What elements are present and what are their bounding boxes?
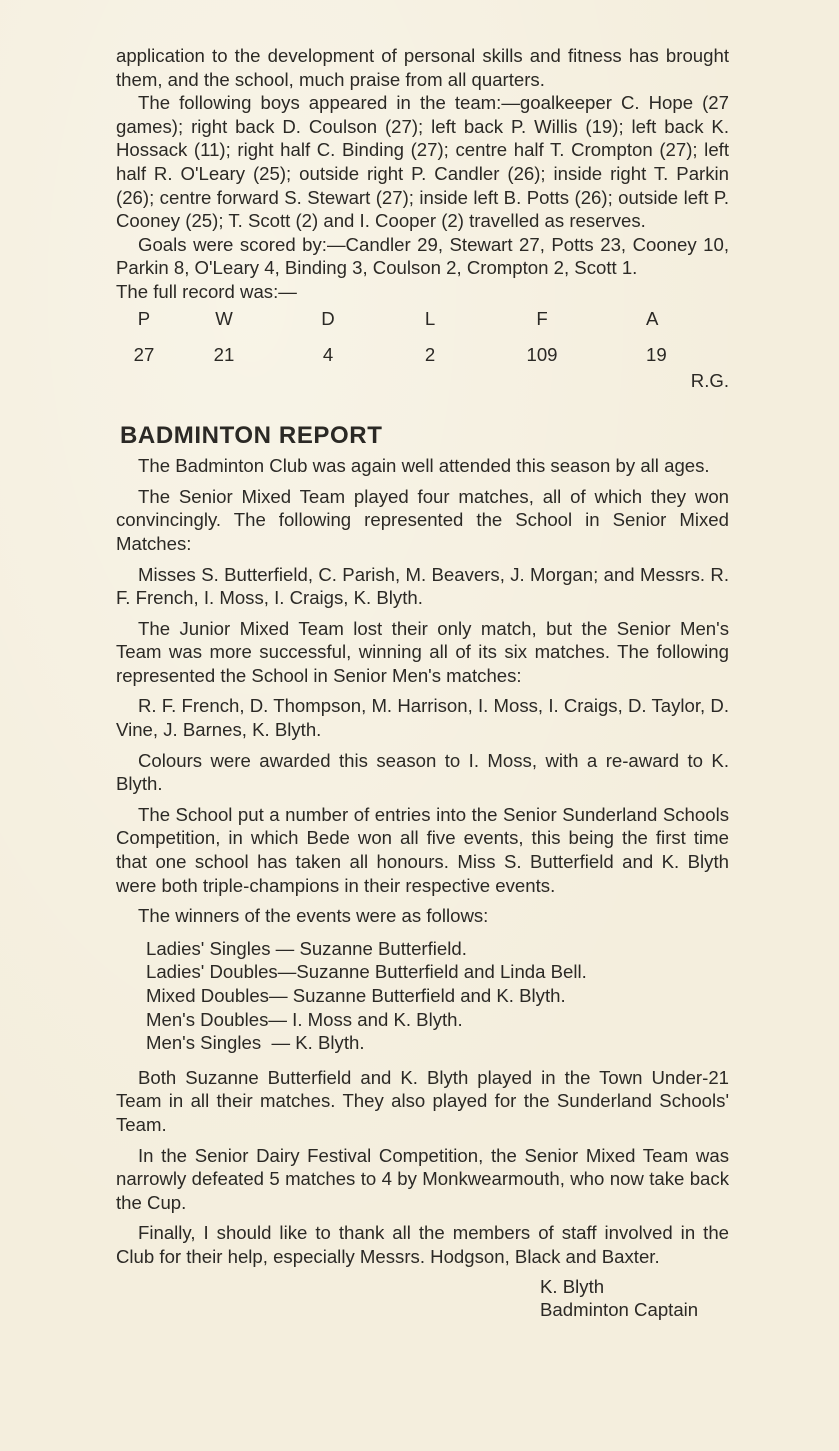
record-value-cell: 19 xyxy=(646,343,667,365)
town-team-paragraph: Both Suzanne Butterfield and K. Blyth played in the Town Under-21 Team in all their matches. They also played for the Sunderland Schools' Team. xyxy=(116,1066,729,1135)
signature-block xyxy=(540,1275,729,1322)
event-winner: Suzanne Butterfield and K. Blyth. xyxy=(292,985,566,1006)
dash-separator: — xyxy=(271,1032,291,1054)
signature-role: Badminton Captain xyxy=(540,1299,699,1321)
football-paragraph-1: application to the development of personal skills and fitness has brought them, and the school, much praise from all quarters. xyxy=(116,45,729,90)
badminton-paragraph-1: The Badminton Club was again well attended this season by all ages. xyxy=(138,455,710,477)
record-header-row xyxy=(116,305,729,333)
record-value-cell: 2 xyxy=(424,343,436,365)
list-item xyxy=(146,960,729,984)
colours-paragraph: Colours were awarded this season to I. Moss, with a re-award to K. Blyth. xyxy=(116,749,729,795)
event-winner: Suzanne Butterfield and Linda Bell. xyxy=(296,961,587,983)
dash-separator: — xyxy=(268,985,288,1006)
record-value-cell: 109 xyxy=(526,343,558,365)
record-value-row xyxy=(116,333,729,369)
thanks-paragraph: Finally, I should like to thank all the members of staff involved in the Club for their help, especially Messrs. Hodgson, Black and Baxter. xyxy=(116,1222,729,1267)
event-winner: Suzanne Butterfield. xyxy=(299,937,467,959)
record-header-cell: F xyxy=(536,307,548,329)
list-item xyxy=(146,1008,729,1032)
badminton-paragraph-2: The Senior Mixed Team played four matches, all of which they won convincingly. The following represented the School in Senior Mixed Matches: xyxy=(116,485,729,554)
dash-separator: — xyxy=(277,961,297,983)
full-record-table xyxy=(116,305,729,369)
football-paragraph-goals: Goals were scored by:—Candler 29, Stewart 27, Potts 23, Cooney 10, Parkin 8, O'Leary 4, Binding 3, Coulson 2, Crompton 2, Scott 1. xyxy=(116,233,729,279)
record-value-cell: 4 xyxy=(322,343,334,365)
record-header-cell: D xyxy=(321,307,335,329)
event-name: Mixed Doubles xyxy=(146,985,269,1006)
record-intro: The full record was:— xyxy=(116,280,297,302)
dairy-festival-paragraph: In the Senior Dairy Festival Competition, the Senior Mixed Team was narrowly defeated 5 matches to 4 by Monkwearmouth, who now take back the Cup. xyxy=(116,1144,729,1213)
event-name: Men's Singles xyxy=(146,1032,262,1054)
football-paragraph-team: The following boys appeared in the team:—goalkeeper C. Hope (27 games); right back D. Coulson (27); left back P. Willis (19); left back K. Hossack (11); right half C. Binding (27); centre half T. Crompton (27); left half R. O'Leary (25); outside right P. Candler (26); inside right T. Parkin (26); centre forward S. Stewart (27); inside left B. Potts (26); outside left P. Cooney (25); T. Scott (2) and I. Cooper (2) travelled as reserves. xyxy=(116,92,729,232)
event-name: Ladies' Doubles xyxy=(146,961,278,983)
senior-mixed-members: Misses S. Butterfield, C. Parish, M. Beavers, J. Morgan; and Messrs. R. F. French, I. Moss, I. Craigs, K. Blyth. xyxy=(116,563,729,609)
record-header-cell: P xyxy=(137,307,151,329)
senior-men-members: R. F. French, D. Thompson, M. Harrison, I. Moss, I. Craigs, D. Taylor, D. Vine, J. Barnes, K. Blyth. xyxy=(116,695,729,741)
event-name: Ladies' Singles xyxy=(146,937,271,959)
record-header-cell: L xyxy=(424,307,436,329)
winners-intro: The winners of the events were as follows: xyxy=(138,905,489,927)
record-header-cell: W xyxy=(215,307,233,329)
list-item xyxy=(146,984,729,1008)
record-header-cell: A xyxy=(646,307,659,329)
winners-list xyxy=(116,937,729,1055)
event-name: Men's Doubles xyxy=(146,1008,269,1030)
event-winner: I. Moss and K. Blyth. xyxy=(292,1008,463,1030)
record-value-cell: 21 xyxy=(213,343,235,365)
record-value-cell: 27 xyxy=(133,343,155,365)
list-item xyxy=(146,937,729,961)
dash-separator: — xyxy=(268,1008,287,1030)
dash-separator: — xyxy=(275,937,295,959)
event-winner: K. Blyth. xyxy=(295,1032,365,1054)
signature-name: K. Blyth xyxy=(540,1275,605,1297)
list-item xyxy=(146,1031,729,1055)
competition-paragraph: The School put a number of entries into the Senior Sunderland Schools Competition, in which Bede won all five events, this being the first time that one school has taken all honours. Miss S. Butterfield and K. Blyth were both triple-champions in their respective events. xyxy=(116,803,729,896)
section-heading: BADMINTON REPORT xyxy=(120,422,383,450)
badminton-paragraph-4: The Junior Mixed Team lost their only match, but the Senior Men's Team was more successful, winning all of its six matches. The following represented the School in Senior Men's matches: xyxy=(116,617,729,686)
football-author-initials: R.G. xyxy=(690,369,729,391)
